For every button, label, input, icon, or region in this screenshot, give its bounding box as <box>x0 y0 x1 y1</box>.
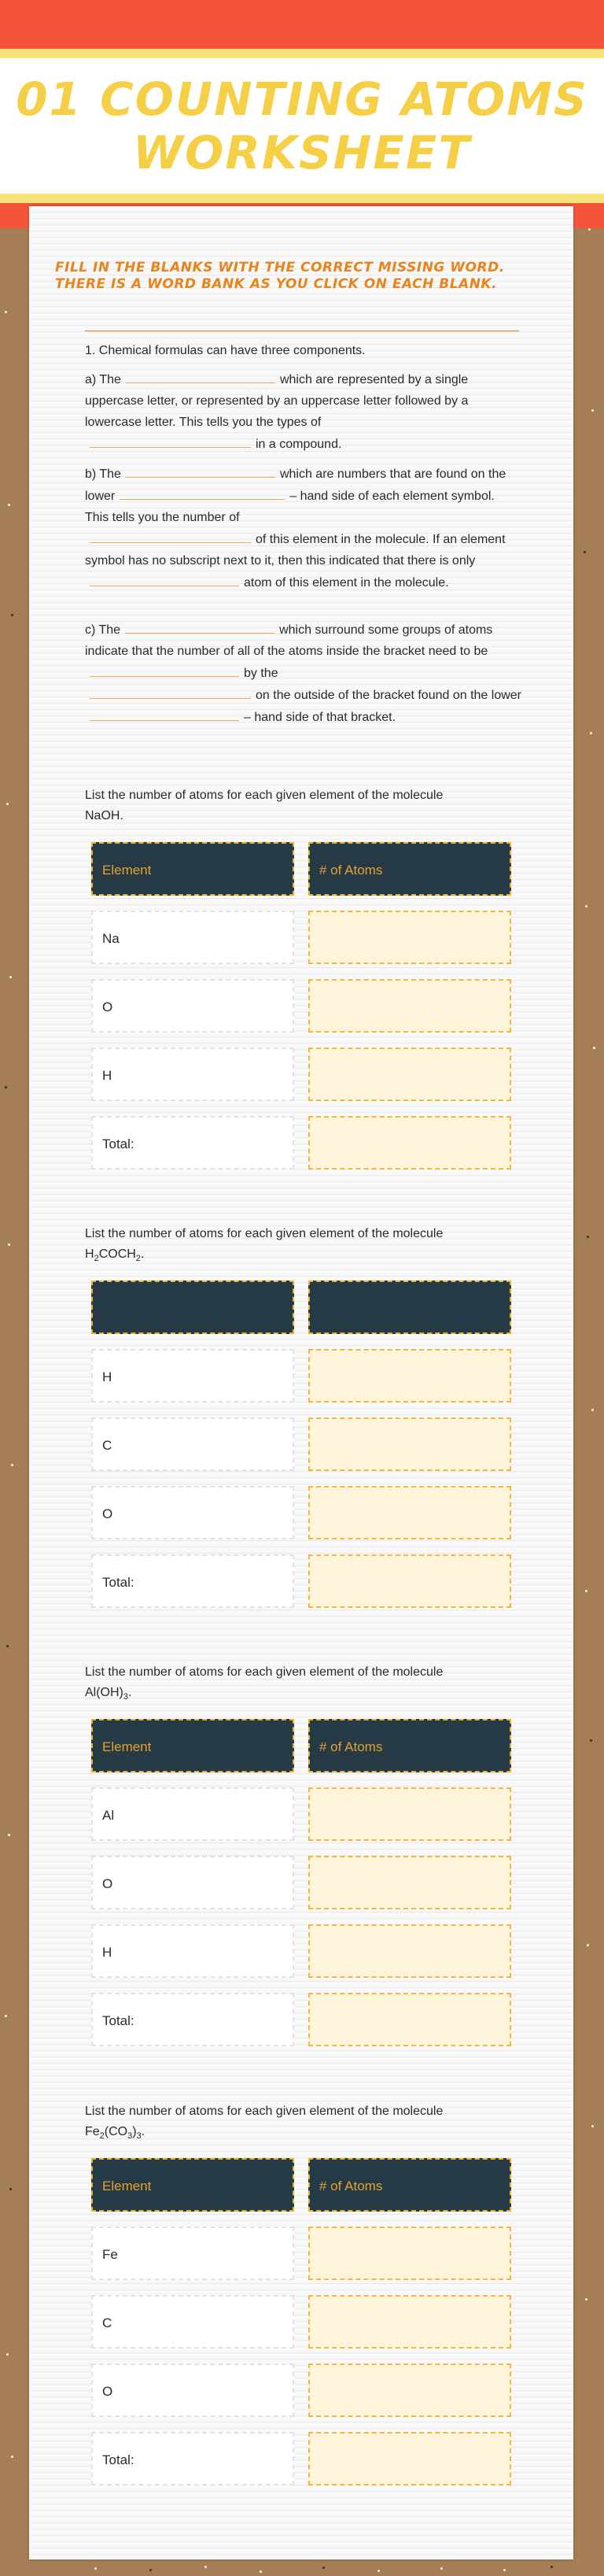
atom-count-input[interactable] <box>308 979 511 1033</box>
molecule-formula <box>85 2125 145 2142</box>
row-element-label: Na <box>91 911 294 964</box>
row-element-label: Total: <box>91 1116 294 1170</box>
question-text: List the number of atoms for each given element of the molecule <box>85 1227 444 1240</box>
part1-a <box>85 368 521 455</box>
background-dot <box>591 2125 594 2127</box>
atom-count-input[interactable] <box>308 1417 511 1471</box>
question-text: List the number of atoms for each given element of the molecule <box>85 789 444 802</box>
background-dot <box>590 732 592 734</box>
background-dot <box>6 803 9 805</box>
atom-count-input[interactable] <box>308 1924 511 1978</box>
background-dot <box>585 905 587 907</box>
part1-b-text-1: b) The <box>85 468 121 481</box>
part1-c-text-5: – hand side of that bracket. <box>244 711 396 724</box>
row-element-label: C <box>91 1417 294 1471</box>
row-element-label: Fe <box>91 2227 294 2280</box>
page-title-line-2: WORKSHEET <box>132 126 471 179</box>
background-dot <box>590 1739 592 1742</box>
atom-count-input[interactable] <box>308 1993 511 2046</box>
question-text: List the number of atoms for each given element of the molecule <box>85 2105 444 2118</box>
atom-count-input[interactable] <box>308 911 511 964</box>
header-atom-count: # of Atoms <box>308 842 511 896</box>
row-element-label: O <box>91 1486 294 1539</box>
page-title-line-1: 01 COUNTING ATOMS <box>16 72 588 126</box>
row-element-label: H <box>91 1048 294 1101</box>
row-element-label: O <box>91 2363 294 2417</box>
formula-subscript: 2 <box>99 2131 105 2142</box>
row-element-label: H <box>91 1924 294 1978</box>
background-dot <box>378 2570 380 2572</box>
background-dot <box>204 2566 207 2568</box>
table-question-2 <box>85 1224 525 1269</box>
instructions-heading: FILL IN THE BLANKS WITH THE CORRECT MISSING WORD. THERE IS A WORD BANK AS YOU CLICK ON EACH BLANK. <box>55 260 505 292</box>
background-dot <box>149 2569 152 2571</box>
background-dot <box>9 976 12 978</box>
blank-input-a1[interactable] <box>126 368 275 383</box>
background-dot <box>8 1244 10 1246</box>
row-element-label: Total: <box>91 1993 294 2046</box>
blank-input-b3[interactable] <box>90 528 251 543</box>
formula-part: Al(OH) <box>85 1686 123 1699</box>
molecule-formula <box>85 1686 132 1702</box>
atom-count-input[interactable] <box>308 1486 511 1539</box>
atom-count-input[interactable] <box>308 2363 511 2417</box>
molecule-formula <box>85 1247 145 1264</box>
formula-part: ) <box>132 2125 137 2138</box>
background-dot <box>11 2456 13 2458</box>
part1-c-text-1: c) The <box>85 623 121 637</box>
part1-b-text-4: of this element in the molecule. If an element symbol has no subscript next to it, then this indicated that there is only <box>85 533 506 567</box>
row-element-label: O <box>91 1856 294 1909</box>
formula-subscript: 2 <box>135 1254 141 1264</box>
header-atom-count: # of Atoms <box>308 1719 511 1772</box>
part1-c <box>85 619 521 728</box>
background-dot <box>322 2567 325 2569</box>
background-dot <box>8 1834 10 1836</box>
formula-part: (CO <box>104 2125 128 2138</box>
formula-subscript: 3 <box>127 2131 133 2142</box>
atom-count-input[interactable] <box>308 1856 511 1909</box>
part1-b-text-5: atom of this element in the molecule. <box>244 576 449 589</box>
part1-a-text-2: which are represented by a single uppercase letter, or represented by an uppercase letter followed by a lowercase letter. This tells you the types of <box>85 373 469 429</box>
part1-a-text-3: in a compound. <box>256 438 342 451</box>
atom-count-input[interactable] <box>308 2432 511 2485</box>
formula-part: . <box>140 1247 145 1261</box>
background-dot <box>8 504 10 506</box>
background-dot <box>588 228 591 231</box>
background-dot <box>593 1047 595 1049</box>
background-dot <box>94 2567 97 2570</box>
blank-input-a2[interactable] <box>90 433 251 448</box>
table-question-4 <box>85 2101 525 2146</box>
background-dot <box>6 1645 9 1647</box>
background-dot <box>11 614 13 616</box>
part1-c-text-2: which surround some groups of atoms indicate that the number of all of the atoms inside the bracket need to be <box>85 623 493 658</box>
part1-b <box>85 463 521 593</box>
header-atom-count <box>308 1281 511 1334</box>
header-atom-count: # of Atoms <box>308 2158 511 2212</box>
formula-part: Fe <box>85 2125 100 2138</box>
atom-count-input[interactable] <box>308 1116 511 1170</box>
row-element-label: H <box>91 1349 294 1403</box>
formula-part: . <box>128 1686 132 1699</box>
atom-count-input[interactable] <box>308 1349 511 1403</box>
background-dot <box>11 1464 13 1466</box>
part1-intro: 1. Chemical formulas can have three components. <box>85 344 366 357</box>
formula-part: . <box>141 2125 145 2138</box>
background-dot <box>9 2188 12 2190</box>
background-dot <box>591 409 594 412</box>
row-element-label: Total: <box>91 1554 294 1608</box>
part1-c-text-3: by the <box>244 667 278 680</box>
formula-subscript: 3 <box>123 1692 129 1702</box>
formula-part: H <box>85 1247 94 1261</box>
part1-a-text-1: a) The <box>85 373 121 386</box>
blank-input-c2[interactable] <box>90 662 239 677</box>
blank-input-b1[interactable] <box>126 463 275 478</box>
title-box <box>0 49 604 203</box>
table-question-1 <box>85 785 525 826</box>
part1-c-text-4: on the outside of the bracket found on the lower <box>256 689 522 702</box>
background-dot <box>585 2298 587 2301</box>
blank-input-b4[interactable] <box>90 571 239 586</box>
header-element: Element <box>91 842 294 896</box>
atom-count-input[interactable] <box>308 1048 511 1101</box>
formula-subscript: 3 <box>136 2131 142 2142</box>
row-element-label: O <box>91 979 294 1033</box>
background-dot <box>587 1236 589 1238</box>
table-question-3 <box>85 1662 525 1707</box>
background-dot <box>5 311 7 313</box>
background-dot <box>6 2353 9 2356</box>
blank-input-b2[interactable] <box>120 485 285 500</box>
atom-count-input[interactable] <box>308 2227 511 2280</box>
part1-b-text-2: which are numbers that are found on the lower <box>85 468 506 503</box>
background-dot <box>260 2570 262 2573</box>
background-dot <box>591 1409 594 1411</box>
row-element-label: Al <box>91 1787 294 1841</box>
blank-input-c4[interactable] <box>90 706 239 721</box>
background-dot <box>585 1590 587 1592</box>
header-element <box>91 1281 294 1334</box>
row-element-label: Total: <box>91 2432 294 2485</box>
blank-input-c3[interactable] <box>90 684 251 699</box>
molecule-formula <box>85 809 123 822</box>
formula-part: NaOH. <box>85 809 123 822</box>
background-dot <box>584 551 586 553</box>
formula-subscript: 2 <box>94 1254 99 1264</box>
atom-count-input[interactable] <box>308 1554 511 1608</box>
background-dot <box>5 1086 7 1088</box>
header-element: Element <box>91 1719 294 1772</box>
background-dot <box>5 2015 7 2017</box>
background-dot <box>587 1944 589 1946</box>
part1-b-text-3: – hand side of each element symbol. This tells you the number of <box>85 490 495 524</box>
atom-count-input[interactable] <box>308 2295 511 2349</box>
blank-input-c1[interactable] <box>125 619 274 634</box>
background-dot <box>440 2567 443 2570</box>
question-text: List the number of atoms for each given element of the molecule <box>85 1665 444 1679</box>
background-dot <box>503 2569 506 2571</box>
formula-part: COCH <box>98 1247 136 1261</box>
row-element-label: C <box>91 2295 294 2349</box>
background-dot <box>551 2566 553 2568</box>
header-element: Element <box>91 2158 294 2212</box>
atom-count-input[interactable] <box>308 1787 511 1841</box>
